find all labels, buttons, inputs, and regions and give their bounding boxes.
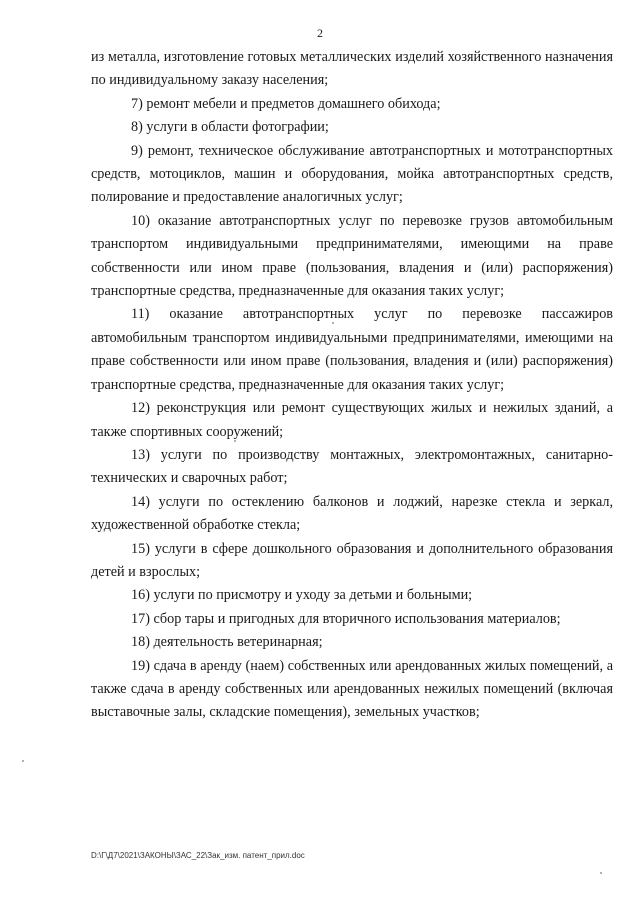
list-item-10: 10) оказание автотранспортных услуг по перевозке грузов автомобильным транспортом индивидуальными предпринимателями, имеющими на праве собственности или ином праве (пользования, владения и (или) распоряжения) транспортные средства, предназначенные для оказания таких услуг; — [91, 212, 613, 300]
list-item-13: 13) услуги по производству монтажных, электромонтажных, санитарно-технических и сварочных работ; — [91, 446, 613, 487]
list-item-16: 16) услуги по присмотру и уходу за детьми и больными; — [131, 587, 473, 604]
scan-speck — [22, 760, 24, 762]
list-item-11: 11) оказание автотранспортных услуг по перевозке пассажиров автомобильным транспортом индивидуальными предпринимателями, имеющими на праве собственности или ином праве (пользования, владения и (или) распоряжения) транспортные средства, предназначенные для оказания таких услуг; — [91, 306, 613, 393]
page-number: 2 — [317, 26, 323, 40]
list-item-12: 12) реконструкция или ремонт существующих жилых и нежилых зданий, а также спортивных сооружений; — [91, 400, 613, 440]
list-item-9: 9) ремонт, техническое обслуживание автотранспортных и мототранспортных средств, мотоциклов, машин и оборудования, мойка автотранспортных средств, полирование и предоставление аналогичных услуг; — [91, 142, 613, 206]
footer-file-path: D:\Г\Д7\2021\ЗАКОНЫ\ЗАС_22\Зак_изм. патент_прил.doc — [91, 851, 305, 860]
list-item-18: 18) деятельность ветеринарная; — [131, 634, 323, 651]
list-item-8: 8) услуги в области фотографии; — [131, 119, 329, 136]
list-item-17: 17) сбор тары и пригодных для вторичного использования материалов; — [131, 610, 561, 627]
scan-speck — [332, 322, 334, 324]
document-body — [91, 46, 613, 725]
list-item-19: 19) сдача в аренду (наем) собственных или арендованных жилых помещений, а также сдача в аренду собственных или арендованных нежилых помещений (включая выставочные залы, складские помещения), земельных участков; — [91, 657, 613, 721]
list-item-7: 7) ремонт мебели и предметов домашнего обихода; — [131, 95, 441, 112]
list-item-15: 15) услуги в сфере дошкольного образования и дополнительного образования детей и взрослых; — [91, 540, 613, 580]
paragraph-continuation: из металла, изготовление готовых металлических изделий хозяйственного назначения по индивидуальному заказу населения; — [91, 49, 613, 89]
scan-speck — [234, 440, 236, 442]
scan-speck — [600, 872, 602, 874]
list-item-14: 14) услуги по остеклению балконов и лоджий, нарезке стекла и зеркал, художественной обработке стекла; — [91, 493, 613, 534]
